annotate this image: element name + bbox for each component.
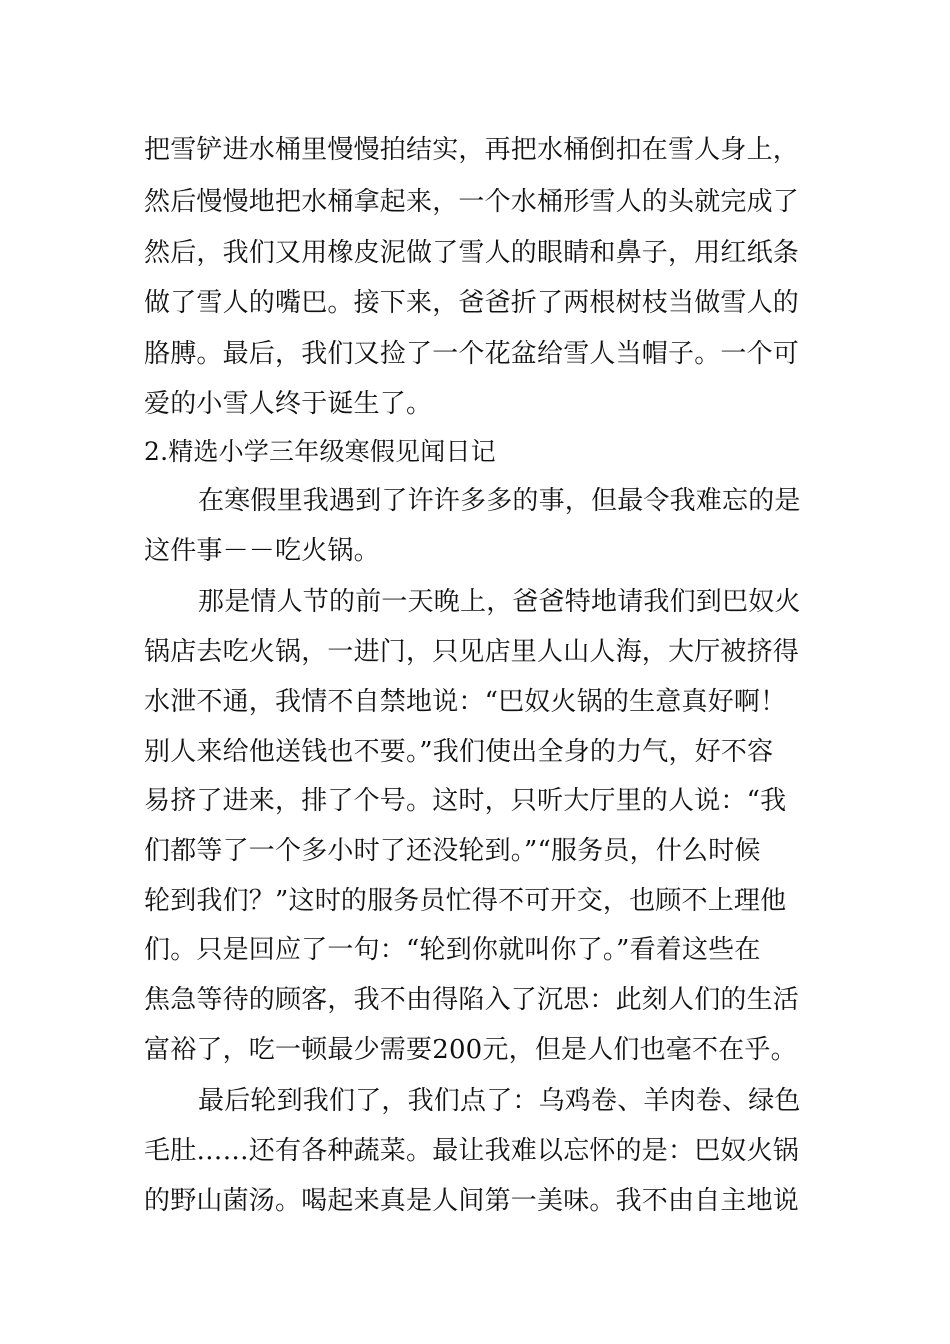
text-line: 水泄不通，我情不自禁地说：“巴奴火锅的生意真好啊！ — [144, 687, 787, 717]
text-line: 这件事－－吃火锅。 — [144, 536, 380, 566]
text-line: 然后慢慢地把水桶拿起来，一个水桶形雪人的头就完成了 — [144, 187, 800, 217]
section-heading: 2.精选小学三年级寒假见闻日记 — [144, 437, 496, 466]
text-line: 最后轮到我们了，我们点了：乌鸡卷、羊肉卷、绿色 — [198, 1086, 801, 1116]
text-line: 焦急等待的顾客，我不由得陷入了沉思：此刻人们的生活 — [144, 985, 800, 1015]
text-line: 毛肚……还有各种蔬菜。最让我难以忘怀的是：巴奴火锅 — [144, 1136, 800, 1166]
text-line: 那是情人节的前一天晚上，爸爸特地请我们到巴奴火 — [198, 587, 801, 617]
text-line: 爱的小雪人终于诞生了。 — [144, 389, 433, 419]
text-line: 轮到我们？”这时的服务员忙得不可开交，也顾不上理他 — [144, 886, 787, 916]
text-line: 在寒假里我遇到了许许多多的事，但最令我难忘的是 — [198, 486, 801, 516]
text-line: 的野山菌汤。喝起来真是人间第一美味。我不由自主地说 — [144, 1186, 800, 1216]
text-line: 做了雪人的嘴巴。接下来，爸爸折了两根树枝当做雪人的 — [144, 288, 800, 318]
text-line: 把雪铲进水桶里慢慢拍结实，再把水桶倒扣在雪人身上， — [144, 135, 800, 165]
text-line: 锅店去吃火锅，一进门，只见店里人山人海，大厅被挤得 — [144, 637, 800, 667]
text-line: 胳膊。最后，我们又捡了一个花盆给雪人当帽子。一个可 — [144, 339, 800, 369]
text-line: 富裕了，吃一顿最少需要200元，但是人们也毫不在乎。 — [144, 1035, 797, 1065]
text-line: 们都等了一个多小时了还没轮到。”“服务员，什么时候 — [144, 836, 761, 866]
text-line: 们。只是回应了一句：“轮到你就叫你了。”看着这些在 — [144, 935, 761, 965]
text-line: 易挤了进来，排了个号。这时，只听大厅里的人说：“我 — [144, 786, 787, 816]
text-line: 别人来给他送钱也不要。”我们使出全身的力气，好不容 — [144, 737, 774, 767]
text-line: 然后，我们又用橡皮泥做了雪人的眼睛和鼻子，用红纸条 — [144, 238, 800, 268]
